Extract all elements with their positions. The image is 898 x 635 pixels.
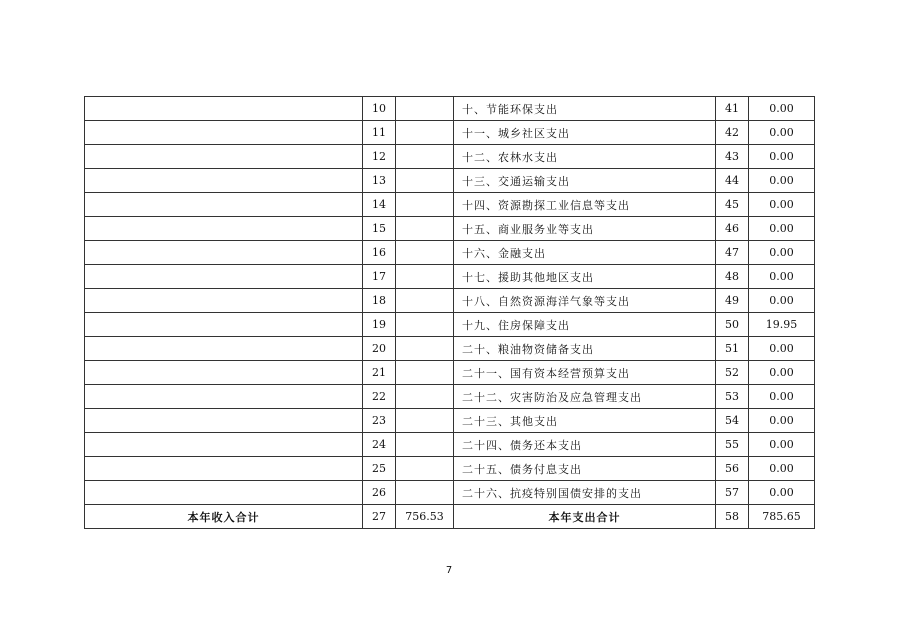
income-line-cell: 24 [363,433,396,457]
expense-item-cell: 二十五、债务付息支出 [454,457,716,481]
table-row [85,361,815,385]
expense-item-cell: 十一、城乡社区支出 [454,121,716,145]
expense-amount-cell: 0.00 [749,481,815,505]
table-row [85,409,815,433]
expense-line-cell: 42 [716,121,749,145]
table-row [85,217,815,241]
income-amount-cell [396,385,454,409]
expense-item-cell: 十三、交通运输支出 [454,169,716,193]
expense-amount-cell: 0.00 [749,217,815,241]
income-total-amount: 756.53 [396,505,454,529]
income-item-cell [85,121,363,145]
expense-line-cell: 49 [716,289,749,313]
income-item-cell [85,217,363,241]
income-item-cell [85,457,363,481]
income-line-cell: 15 [363,217,396,241]
table-row [85,145,815,169]
expense-line-cell: 48 [716,265,749,289]
expense-amount-cell: 0.00 [749,457,815,481]
income-amount-cell [396,337,454,361]
table-row [85,481,815,505]
table-row [85,433,815,457]
table-row [85,97,815,121]
income-amount-cell [396,169,454,193]
page-number: 7 [445,565,453,576]
expense-item-cell: 十七、援助其他地区支出 [454,265,716,289]
expense-amount-cell: 0.00 [749,145,815,169]
income-item-cell [85,193,363,217]
expense-line-cell: 57 [716,481,749,505]
income-item-cell [85,409,363,433]
expense-amount-cell: 0.00 [749,121,815,145]
expense-line-cell: 46 [716,217,749,241]
income-line-cell: 16 [363,241,396,265]
expense-amount-cell: 0.00 [749,433,815,457]
expense-line-cell: 55 [716,433,749,457]
income-line-cell: 13 [363,169,396,193]
income-line-cell: 11 [363,121,396,145]
income-amount-cell [396,433,454,457]
expense-amount-cell: 0.00 [749,361,815,385]
income-line-cell: 14 [363,193,396,217]
expense-item-cell: 十、节能环保支出 [454,97,716,121]
expense-total-line: 58 [716,505,749,529]
expense-line-cell: 43 [716,145,749,169]
income-item-cell [85,385,363,409]
expense-line-cell: 54 [716,409,749,433]
expense-amount-cell: 0.00 [749,193,815,217]
table-row [85,385,815,409]
budget-table-body [85,97,815,529]
table-row [85,337,815,361]
income-item-cell [85,241,363,265]
income-item-cell [85,337,363,361]
income-item-cell [85,313,363,337]
income-amount-cell [396,241,454,265]
income-amount-cell [396,265,454,289]
expense-amount-cell: 0.00 [749,337,815,361]
table-row [85,169,815,193]
expense-amount-cell: 0.00 [749,241,815,265]
table-row [85,313,815,337]
table-row [85,265,815,289]
expense-amount-cell: 0.00 [749,409,815,433]
expense-item-cell: 十六、金融支出 [454,241,716,265]
expense-item-cell: 二十、粮油物资储备支出 [454,337,716,361]
total-row [85,505,815,529]
income-item-cell [85,145,363,169]
income-amount-cell [396,97,454,121]
income-line-cell: 21 [363,361,396,385]
income-line-cell: 18 [363,289,396,313]
expense-line-cell: 51 [716,337,749,361]
expense-amount-cell: 0.00 [749,289,815,313]
expense-line-cell: 41 [716,97,749,121]
expense-line-cell: 44 [716,169,749,193]
income-total-label: 本年收入合计 [85,505,363,529]
income-amount-cell [396,145,454,169]
budget-table [84,96,815,529]
expense-item-cell: 二十四、债务还本支出 [454,433,716,457]
income-total-line: 27 [363,505,396,529]
income-amount-cell [396,481,454,505]
expense-total-label: 本年支出合计 [454,505,716,529]
income-amount-cell [396,313,454,337]
income-amount-cell [396,457,454,481]
income-item-cell [85,97,363,121]
expense-total-amount: 785.65 [749,505,815,529]
income-line-cell: 26 [363,481,396,505]
expense-line-cell: 53 [716,385,749,409]
income-amount-cell [396,217,454,241]
income-item-cell [85,481,363,505]
expense-item-cell: 十四、资源勘探工业信息等支出 [454,193,716,217]
expense-amount-cell: 0.00 [749,97,815,121]
income-amount-cell [396,409,454,433]
income-line-cell: 12 [363,145,396,169]
expense-line-cell: 47 [716,241,749,265]
expense-item-cell: 二十三、其他支出 [454,409,716,433]
income-amount-cell [396,289,454,313]
table-row [85,121,815,145]
income-amount-cell [396,361,454,385]
income-line-cell: 22 [363,385,396,409]
expense-amount-cell: 0.00 [749,169,815,193]
expense-line-cell: 56 [716,457,749,481]
income-line-cell: 17 [363,265,396,289]
income-item-cell [85,169,363,193]
table-row [85,289,815,313]
expense-line-cell: 45 [716,193,749,217]
expense-amount-cell: 19.95 [749,313,815,337]
expense-item-cell: 十八、自然资源海洋气象等支出 [454,289,716,313]
expense-item-cell: 十九、住房保障支出 [454,313,716,337]
income-amount-cell [396,193,454,217]
income-line-cell: 25 [363,457,396,481]
expense-item-cell: 二十六、抗疫特别国债安排的支出 [454,481,716,505]
table-row [85,457,815,481]
expense-item-cell: 十五、商业服务业等支出 [454,217,716,241]
expense-amount-cell: 0.00 [749,265,815,289]
income-item-cell [85,289,363,313]
income-item-cell [85,265,363,289]
expense-item-cell: 二十二、灾害防治及应急管理支出 [454,385,716,409]
expense-item-cell: 十二、农林水支出 [454,145,716,169]
expense-item-cell: 二十一、国有资本经营预算支出 [454,361,716,385]
expense-line-cell: 52 [716,361,749,385]
income-line-cell: 20 [363,337,396,361]
income-amount-cell [396,121,454,145]
income-item-cell [85,433,363,457]
table-row [85,193,815,217]
table-row [85,241,815,265]
income-line-cell: 19 [363,313,396,337]
income-line-cell: 23 [363,409,396,433]
income-line-cell: 10 [363,97,396,121]
expense-amount-cell: 0.00 [749,385,815,409]
expense-line-cell: 50 [716,313,749,337]
income-item-cell [85,361,363,385]
